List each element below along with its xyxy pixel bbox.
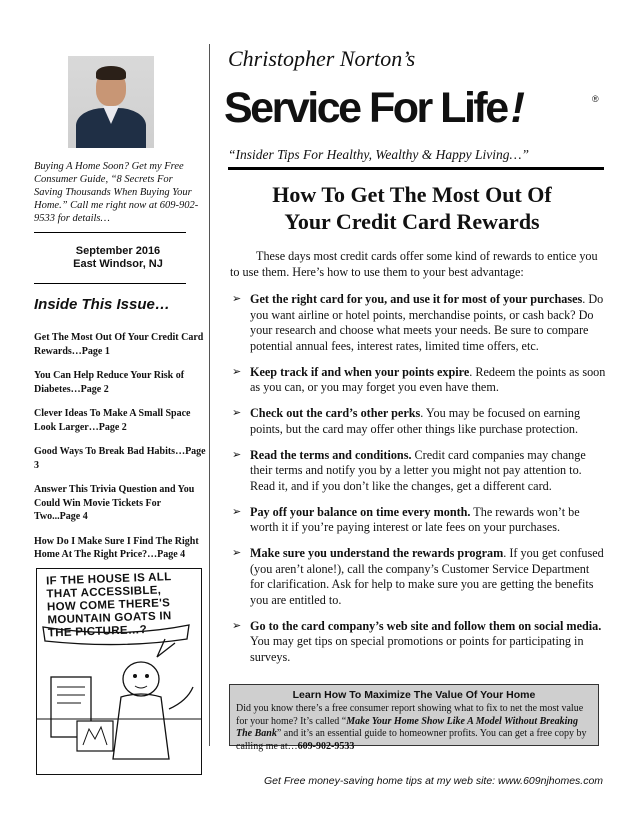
tip-text: The rewards won’t be worth it if you’re paying interest or late fees on your purchases. — [250, 504, 580, 534]
tip-heading: Get the right card for you, and use it for most of your purchases — [250, 292, 583, 306]
cartoon-drawing — [37, 569, 201, 774]
callout-body — [236, 703, 592, 753]
tip-item — [232, 546, 606, 608]
tip-item — [232, 292, 606, 354]
promo-text: Buying A Home Soon? Get my Free Consumer Guide, “8 Secrets For Saving Thousands When Buying Your Home.” Call me right now at 609-902-9533 for details… — [34, 161, 199, 224]
sidebar — [0, 0, 206, 826]
issue-item: Get The Most Out Of Your Credit Card Rewards…Page 1 — [34, 332, 204, 357]
issue-item: Good Ways To Break Bad Habits…Page 3 — [34, 446, 206, 471]
tip-heading: Keep track if and when your points expire — [250, 364, 470, 379]
header-rule — [228, 167, 604, 170]
tip-heading: Pay off your balance on time every month. — [250, 504, 471, 519]
issue-item: Answer This Trivia Question and You Could Win Movie Tickets For Two...Page 4 — [34, 484, 195, 522]
issue-item: Clever Ideas To Make A Small Space Look Larger…Page 2 — [34, 408, 191, 433]
issue-dateline — [34, 245, 202, 271]
tip-heading: Make sure you understand the rewards program — [250, 546, 504, 560]
newsletter-title — [224, 84, 522, 132]
registered-mark: ® — [592, 94, 599, 104]
inside-issue-title: Inside This Issue… — [34, 296, 170, 313]
issue-date: September 2016 — [75, 245, 161, 257]
issue-item: You Can Help Reduce Your Risk of Diabetes…Page 2 — [34, 370, 185, 395]
column-divider — [209, 44, 210, 746]
tip-heading: Go to the card company’s web site and follow them on social media. — [250, 618, 602, 633]
tip-item — [232, 406, 606, 437]
agent-photo — [68, 56, 154, 148]
tip-text: You may get tips on special promotions or points for participating in surveys. — [250, 634, 584, 664]
arrow-bullet-icon: ➢ — [232, 293, 242, 305]
callout-title: Learn How To Maximize The Value Of Your Home — [292, 689, 536, 701]
issue-location: East Windsor, NJ — [73, 258, 163, 270]
tips-list — [232, 292, 606, 676]
footer-text: Get Free money-saving home tips at my web site: www.609njhomes.com — [264, 775, 604, 787]
callout-report-title: Make Your Home Show Like A Model Without Breaking The Bank — [236, 715, 578, 739]
newsletter-tagline: “Insider Tips For Healthy, Wealthy & Happy Living…” — [228, 147, 530, 162]
arrow-bullet-icon: ➢ — [232, 505, 242, 518]
cartoon — [36, 568, 202, 775]
tip-text: . Do you want airline or hotel points, merchandise points, or cash back? Do your research and choose what meets your needs. Be sure to compare potential annual fees, interest rates, limited time offers, etc. — [250, 292, 604, 353]
arrow-bullet-icon: ➢ — [232, 365, 242, 378]
cartoon-caption: IF THE HOUSE IS ALL THAT ACCESSIBLE, HOW COME THERE'S MOUNTAIN GOATS IN THE PICTURE…? — [45, 571, 172, 640]
tip-text: . Redeem the points as soon as you can, or you may forget you even have them. — [250, 364, 606, 394]
photo-hair — [96, 66, 126, 80]
arrow-bullet-icon: ➢ — [232, 448, 242, 461]
tip-text: Credit card companies may change their terms and notify you by a letter you might not pay attention to. Read it, and if you don’t like the changes, get a different card. — [250, 447, 586, 493]
callout-text: Did you know there’s a free consumer report showing what to fix to net the most value for your home? It’s called “ — [236, 703, 584, 727]
divider — [34, 283, 186, 284]
tip-item — [232, 448, 606, 495]
article-intro: These days most credit cards offer some kind of rewards to entice you to use them. Here’s how to use them to your best advantage: — [230, 249, 598, 279]
issue-item: How Do I Make Sure I Find The Right Home At The Right Price?…Page 4 — [34, 535, 199, 560]
inside-issue-list — [34, 331, 206, 573]
newsletter-pretitle: Christopher Norton’s — [228, 46, 416, 71]
arrow-bullet-icon: ➢ — [232, 407, 242, 419]
arrow-bullet-icon: ➢ — [232, 619, 242, 632]
divider — [34, 232, 186, 233]
callout-text: ” and it’s an essential guide to homeowner profits. You can get a free copy by calling me at… — [236, 728, 587, 752]
tip-text: . If you get confused (you aren’t alone!), call the company’s Customer Service Department for clarification. Ask for help to make sure you are getting the benefits you are entitled to. — [250, 546, 604, 607]
article-title — [222, 181, 602, 235]
newsletter-title-mark: ! — [510, 84, 523, 132]
article-title-line: How To Get The Most Out Of — [272, 182, 552, 207]
tip-text: . You may be focused on earning points, but the card may offer other things like purchase protection. — [250, 406, 581, 436]
tip-item — [232, 505, 606, 536]
tip-heading: Read the terms and conditions. — [250, 447, 412, 462]
article-title-line: Your Credit Card Rewards — [284, 209, 540, 234]
callout-phone: 609-902-9533 — [297, 740, 355, 752]
callout-box — [229, 684, 599, 752]
tip-heading: Check out the card’s other perks — [250, 406, 421, 420]
tip-item — [232, 365, 606, 396]
newsletter-title-text: Service For Life — [224, 84, 507, 132]
tip-item — [232, 619, 606, 666]
arrow-bullet-icon: ➢ — [232, 547, 242, 559]
